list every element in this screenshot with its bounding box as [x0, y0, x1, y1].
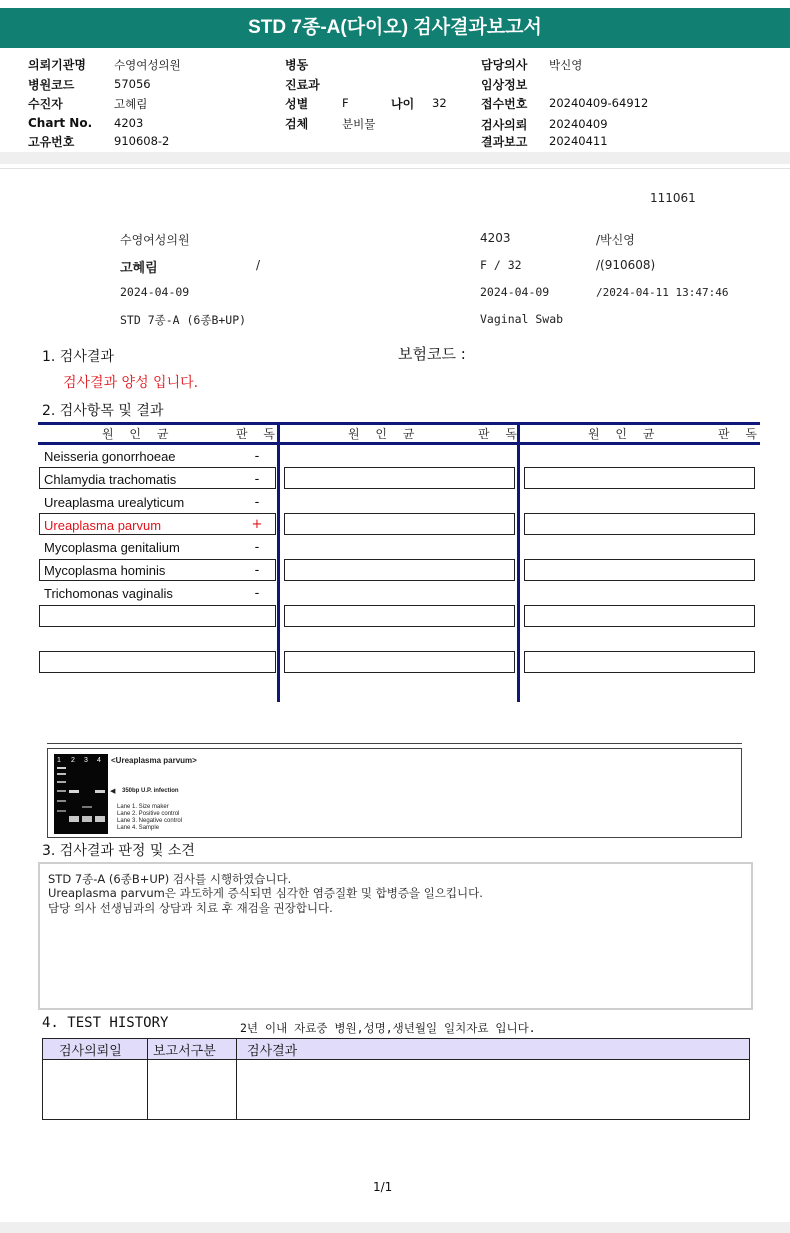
grid-column-divider-2 [517, 422, 520, 702]
section-2-title: 2. 검사항목 및 결과 [42, 403, 164, 419]
insurance-code-label: 보험코드 : [398, 345, 466, 363]
summary-patient: 고혜림 [120, 261, 158, 276]
row-box [284, 467, 515, 489]
patient-label: 수진자 [28, 97, 63, 111]
summary-birth: /(910608) [596, 258, 656, 272]
summary-hospital: 수영여성의원 [120, 233, 190, 247]
history-col-divider [147, 1039, 148, 1119]
doctor-value: 박신영 [549, 58, 583, 72]
organism-name: Chlamydia trachomatis [44, 472, 177, 487]
age-label: 나이 [391, 97, 415, 111]
organism-result: - [254, 472, 260, 487]
gel-band-arrow: ◀ [110, 788, 116, 795]
request-date-label: 검사의뢰 [481, 118, 528, 132]
history-col-result: 검사결과 [247, 1044, 298, 1059]
organism-name: Mycoplasma hominis [44, 563, 166, 578]
opinion-line: 담당 의사 선생님과의 상담과 치료 후 재검을 권장합니다. [48, 901, 333, 915]
row-box [39, 559, 276, 581]
gel-band-label: 350bp U.P. infection [122, 788, 179, 794]
receipt-no-label: 접수번호 [481, 97, 528, 111]
gel-lane-number: 2 [71, 757, 75, 764]
row-box [39, 513, 276, 535]
gel-legend-item: Lane 1. Size maker [117, 804, 169, 810]
history-note: 2년 이내 자료중 병원,성명,생년월일 일치자료 입니다. [240, 1021, 536, 1035]
history-col-request-date: 검사의뢰일 [59, 1044, 122, 1059]
row-box [39, 467, 276, 489]
organism-name-positive: Ureaplasma parvum [44, 518, 162, 533]
report-number: 111061 [650, 191, 696, 205]
organism-name: Ureaplasma urealyticum [44, 495, 185, 510]
row-box [284, 651, 515, 673]
organism-result-positive: + [251, 517, 263, 532]
row-box [524, 513, 755, 535]
summary-sex-age: F / 32 [480, 258, 522, 272]
report-date-value: 20240411 [549, 134, 608, 148]
summary-slash: / [256, 258, 261, 272]
grid-column-divider-1 [277, 422, 280, 702]
sex-value: F [342, 96, 349, 110]
history-table-header [43, 1039, 749, 1060]
history-col-divider [236, 1039, 237, 1119]
col-header-judge-2: 판 독 [478, 427, 523, 441]
organism-result: - [254, 449, 260, 464]
row-box [524, 651, 755, 673]
hospital-code-label: 병원코드 [28, 78, 75, 92]
header-divider-band [0, 152, 790, 164]
row-box [524, 559, 755, 581]
hospital-code-value: 57056 [114, 77, 151, 91]
row-box [39, 605, 276, 627]
hospital-value: 수영여성의원 [114, 58, 181, 72]
col-header-organism-3: 원 인 균 [588, 427, 661, 441]
request-date-value: 20240409 [549, 117, 608, 131]
gel-legend-item: Lane 2. Positive control [117, 811, 180, 817]
gel-legend-item: Lane 3. Negative control [117, 818, 183, 824]
history-col-report-type: 보고서구분 [153, 1044, 216, 1059]
summary-report-datetime: /2024-04-11 13:47:46 [596, 286, 729, 299]
col-header-organism-2: 원 인 균 [348, 427, 421, 441]
row-box [284, 605, 515, 627]
dept-label: 진료과 [285, 78, 320, 92]
gel-legend-item: Lane 4. Sample [117, 825, 160, 831]
row-box [39, 651, 276, 673]
summary-doctor: /박신영 [596, 233, 635, 247]
row-box [524, 467, 755, 489]
gel-electrophoresis-image [54, 754, 108, 834]
opinion-line: Ureaplasma parvum은 과도하게 증식되면 심각한 염증질환 및 합병증을 일으킵니다. [48, 886, 483, 900]
organism-name: Trichomonas vaginalis [44, 586, 173, 601]
row-box [284, 513, 515, 535]
summary-date-1: 2024-04-09 [120, 285, 190, 299]
gel-top-rule [47, 743, 742, 744]
history-table [42, 1038, 750, 1120]
row-box [524, 605, 755, 627]
receipt-no-value: 20240409-64912 [549, 96, 649, 110]
organism-result: - [254, 563, 260, 578]
organism-name: Mycoplasma genitalium [44, 540, 180, 555]
organism-name: Neisseria gonorrhoeae [44, 449, 176, 464]
ward-label: 병동 [285, 58, 309, 72]
col-header-judge-3: 판 독 [718, 427, 763, 441]
section-4-title: 4. TEST HISTORY [42, 1015, 169, 1031]
summary-specimen: Vaginal Swab [480, 312, 564, 326]
opinion-line: STD 7종-A (6종B+UP) 검사를 시행하였습니다. [48, 872, 292, 886]
gel-lane-number: 4 [97, 757, 101, 764]
organism-result: - [254, 495, 260, 510]
gel-lane-number: 1 [57, 757, 61, 764]
row-box [284, 559, 515, 581]
organism-result: - [254, 540, 260, 555]
section-3-title: 3. 검사결과 판정 및 소견 [42, 843, 195, 859]
unique-id-value: 910608-2 [114, 134, 170, 148]
col-header-judge-1: 판 독 [236, 427, 281, 441]
organism-result: - [254, 586, 260, 601]
doctor-label: 담당의사 [481, 58, 528, 72]
report-title: STD 7종-A(다이오) 검사결과보고서 [0, 8, 790, 48]
clinical-info-label: 임상정보 [481, 78, 528, 92]
grid-header-border [38, 442, 760, 445]
patient-value: 고혜림 [114, 97, 148, 111]
page-number: 1/1 [373, 1180, 393, 1194]
specimen-label: 검체 [285, 117, 309, 131]
col-header-organism-1: 원 인 균 [102, 427, 175, 441]
chart-no-value: 4203 [114, 116, 144, 130]
sex-label: 성별 [285, 97, 309, 111]
positive-result-alert: 검사결과 양성 입니다. [63, 375, 199, 391]
summary-chart: 4203 [480, 231, 511, 245]
report-date-label: 결과보고 [481, 135, 528, 149]
summary-date-2: 2024-04-09 [480, 285, 550, 299]
gel-title: <Ureaplasma parvum> [111, 756, 197, 765]
hospital-label: 의뢰기관명 [28, 58, 86, 72]
footer-band [0, 1222, 790, 1233]
chart-no-label: Chart No. [28, 116, 93, 130]
unique-id-label: 고유번호 [28, 135, 75, 149]
summary-test-name: STD 7종-A (6종B+UP) [120, 313, 247, 327]
header-divider-line [0, 168, 790, 169]
section-1-title: 1. 검사결과 [42, 349, 114, 365]
gel-lane-number: 3 [84, 757, 88, 764]
age-value: 32 [432, 96, 447, 110]
specimen-value: 분비물 [342, 117, 376, 131]
